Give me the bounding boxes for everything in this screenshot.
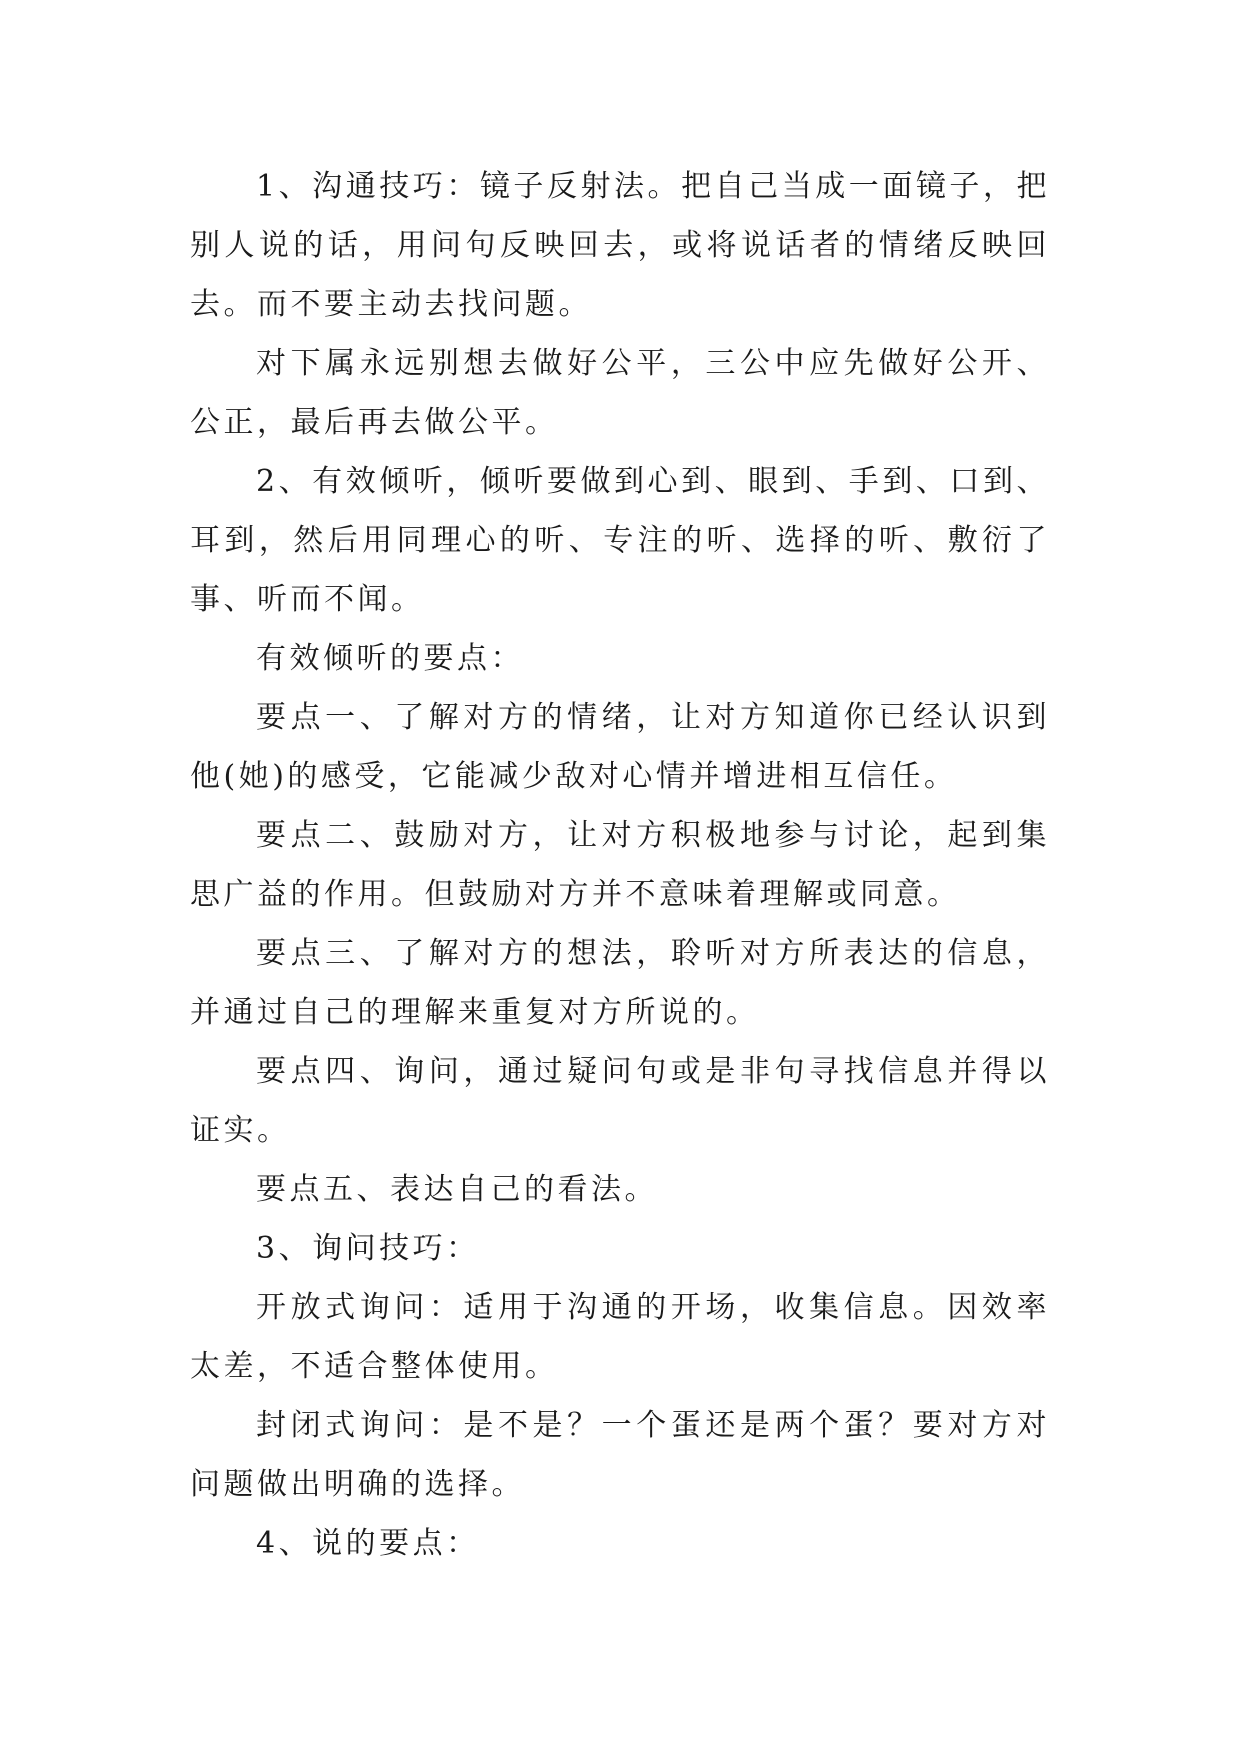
paragraph-point-four: 要点四、询问，通过疑问句或是非句寻找信息并得以证实。 (190, 1054, 1050, 1148)
paragraph-point-three: 要点三、了解对方的想法，聆听对方所表达的信息，并通过自己的理解来重复对方所说的。 (190, 936, 1050, 1030)
paragraph-speaking-points-heading: 4、说的要点： (256, 1526, 480, 1561)
paragraph-fairness: 对下属永远别想去做好公平，三公中应先做好公开、公正，最后再去做公平。 (190, 346, 1050, 440)
paragraph-point-five: 要点五、表达自己的看法。 (256, 1172, 658, 1207)
paragraph-communication-skill-mirror: 1、沟通技巧：镜子反射法。把自己当成一面镜子，把别人说的话，用问句反映回去，或将说话者的情绪反映回去。而不要主动去找问题。 (190, 169, 1050, 322)
paragraph-closed-question: 封闭式询问：是不是？一个蛋还是两个蛋？要对方对问题做出明确的选择。 (190, 1408, 1050, 1502)
paragraph-point-two: 要点二、鼓励对方，让对方积极地参与讨论，起到集思广益的作用。但鼓励对方并不意味着理解或同意。 (190, 818, 1050, 912)
document-body (190, 157, 1050, 1573)
paragraph-point-one: 要点一、了解对方的情绪，让对方知道你已经认识到他(她)的感受，它能减少敌对心情并增进相互信任。 (190, 700, 1050, 794)
paragraph-effective-listening: 2、有效倾听，倾听要做到心到、眼到、手到、口到、耳到，然后用同理心的听、专注的听、选择的听、敷衍了事、听而不闻。 (190, 464, 1050, 617)
paragraph-questioning-skill-heading: 3、询问技巧： (256, 1231, 480, 1266)
paragraph-open-question: 开放式询问：适用于沟通的开场，收集信息。因效率太差，不适合整体使用。 (190, 1290, 1050, 1384)
paragraph-listening-points-heading: 有效倾听的要点： (256, 641, 524, 676)
